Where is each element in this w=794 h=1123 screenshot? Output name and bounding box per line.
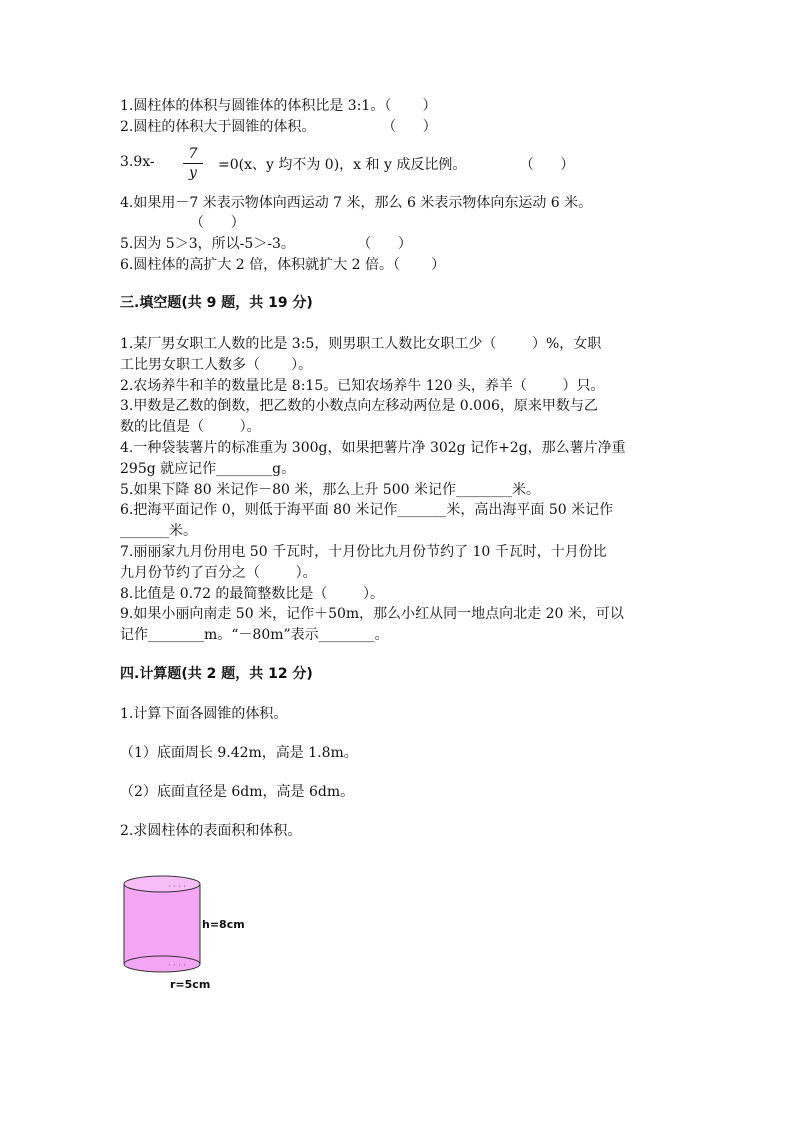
judgement-q3-suffix: =0(x、y 均不为 0)，x 和 y 成反比例。 （ ）	[218, 157, 575, 173]
fill-line: 5.如果下降 80 米记作－80 米，那么上升 500 米记作________米。	[120, 482, 540, 498]
fraction-numerator: 7	[188, 146, 198, 162]
fill-line: 4.一种袋装薯片的标准重为 300g，如果把薯片净 302g 记作+2g，那么薯片净重	[120, 440, 626, 456]
fill-line: 6.把海平面记作 0，则低于海平面 80 米记作_______米，高出海平面 50 米记作	[120, 502, 614, 518]
judgement-q3-prefix: 3.9x-	[120, 154, 155, 170]
cylinder-body	[124, 884, 200, 964]
fraction-bar	[183, 163, 203, 164]
judgement-q2: 2.圆柱的体积大于圆锥的体积。 （ ）	[120, 119, 437, 135]
judgement-q4-line2: （ ）	[190, 215, 245, 231]
fill-line: 8.比值是 0.72 的最简整数比是（ ）。	[120, 586, 385, 602]
fill-line: 7.丽丽家九月份用电 50 千瓦时，十月份比九月份节约了 10 千瓦时，十月份比	[120, 544, 607, 560]
cylinder-bottom-ellipse	[124, 956, 200, 972]
fill-line: 2.农场养牛和羊的数量比是 8:15。已知农场养牛 120 头，养羊（ ）只。	[120, 378, 605, 394]
calc-q1-part2: （2）底面直径是 6dm，高是 6dm。	[120, 784, 355, 800]
fill-line: 记作________m。“－80m”表示________。	[120, 627, 389, 643]
calc-q1-part1: （1）底面周长 9.42m，高是 1.8m。	[120, 745, 358, 761]
fraction-7-over-y	[183, 146, 203, 181]
judgement-q4-line1: 4.如果用－7 米表示物体向西运动 7 米，那么 6 米表示物体向东运动 6 米。	[120, 195, 593, 211]
cylinder-figure	[118, 872, 258, 997]
judgement-q1: 1.圆柱体的体积与圆锥体的体积比是 3:1。（ ）	[120, 98, 437, 114]
fill-line: 3.甲数是乙数的倒数，把乙数的小数点向左移动两位是 0.006，原来甲数与乙	[120, 398, 598, 414]
fill-line: 工比男女职工人数多（ ）。	[120, 357, 313, 373]
calc-q1: 1.计算下面各圆锥的体积。	[120, 706, 288, 722]
fraction-denominator: y	[189, 165, 197, 181]
radius-label: r=5cm	[170, 978, 211, 991]
fill-line: _______米。	[120, 523, 197, 539]
height-label: h=8cm	[202, 918, 245, 931]
top-radius-dots: · · · ·	[168, 882, 186, 891]
section3-title: 三.填空题(共 9 题，共 19 分)	[120, 295, 313, 311]
bottom-radius-dots: · · · ·	[168, 961, 186, 970]
fill-line: 9.如果小丽向南走 50 米，记作＋50m，那么小红从同一地点向北走 20 米，可以	[120, 606, 624, 622]
section4-title: 四.计算题(共 2 题，共 12 分)	[120, 666, 313, 682]
fill-line: 数的比值是（ ）。	[120, 419, 261, 435]
fill-line: 1.某厂男女职工人数的比是 3:5，则男职工人数比女职工少（ ）%，女职	[120, 336, 602, 352]
judgement-q6: 6.圆柱体的高扩大 2 倍，体积就扩大 2 倍。（ ）	[120, 257, 446, 273]
calc-q2: 2.求圆柱体的表面积和体积。	[120, 823, 302, 839]
judgement-q5: 5.因为 5＞3，所以-5＞-3。 （ ）	[120, 236, 412, 252]
fill-line: 295g 就应记作________g。	[120, 461, 296, 477]
fill-line: 九月份节约了百分之（ ）。	[120, 565, 317, 581]
cylinder-top-ellipse	[124, 876, 200, 892]
